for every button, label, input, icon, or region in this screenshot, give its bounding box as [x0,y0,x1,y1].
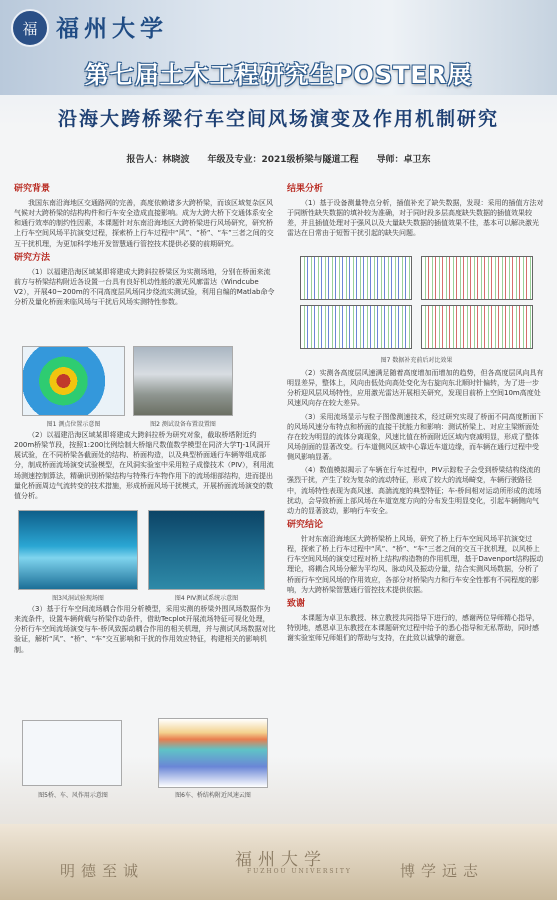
right-column-bottom [287,368,545,646]
figure-7-plot-left-bottom [300,305,412,349]
footer-university-name: 福州大学 [235,850,327,870]
footer-motto-right: 博学远志 [400,862,485,880]
figure-5-diagram [22,720,122,786]
background-text: 我国东南沿海地区交通路网的完善，高度依赖诸多大跨桥梁，而该区域复杂区风气候对大跨桥梁的结构构件和行车安全造成直接影响。成为大跨大桥下交通体系安全和通行效率的制约性因素，本课题针对东南沿海地区大跨桥梁进行风场研究，研究桥上行车空间风场平抗演变过程，探索桥上行车过程中“风”、“桥”、“车”三者之间的交互干扰机理，为更加科学地开发智慧通行管控技术提供必要的前期研究。 [14,199,274,248]
figure-7-caption: 图7 数据补充前后对比效果 [380,357,453,364]
poster-title: 沿海大跨桥梁行车空间风场演变及作用机制研究 [57,108,499,130]
left-column-mid [14,430,276,504]
right-column-top [287,180,545,242]
section-heading-method: 研究方法 [14,252,51,263]
left-column-bottom [14,604,276,658]
figure-7-plot-right-bottom [421,305,533,349]
ack-text: 本课题为卓卫东教授、林立教授共同指导下进行的，感谢两位导师精心指导，特别地，感恩卓卫东教授在本课题研究过程中给予的悉心指导和无私帮助，同时感谢实验室师兄师姐们的帮助与支持，在此致以诚挚的谢意。 [287,613,539,643]
figure-7-plot-right-top [421,256,533,300]
figure-3-caption: 图3风洞试验现场图 [52,595,104,602]
results-p1: （1）基于设备测量特点分析，插值补充了缺失数据，发现：采用的插值方法对于同断性缺失数据的填补较为准确，对于同时段多层高度缺失数据的插值效果较差，并且插值处理对于强风以及大量缺失数据的插值效果不佳，基本可以解决激光雷达在日常由于短暂干扰引起的缺失问题。 [287,199,544,238]
figure-7-plot-left-top [300,256,412,300]
section-heading-results: 结果分析 [287,184,324,194]
figure-2-caption: 图2 测试设备布置设置图 [150,421,216,428]
figure-2-photo [133,346,233,416]
method-p3: （3）基于行车空间流场耦合作用分析模型，采用实测的桥梁外围风场数据作为来流条件，设置车辆荷载与桥梁作动条件，借助Tecplot开展流场特征可视化处理，分析行车空间流场演变与车-桥风致振动耦合作用的相关机理，并与测试风场数据对比验证，解析“风”、“桥”、“车”交互影响和干扰的作用效应特征，构建相关的影响机制。 [14,605,276,654]
university-logo-icon: 福 [11,9,49,47]
conclusion-text: 针对东南沿海地区大跨桥梁桥上风场，研究了桥上行车空间风场平抗演变过程，探索了桥上行车过程中“风”、“桥”、“车”三者之间的交互干扰机理，以风桥上行车空间风场的演变过程对桥上结构/构造物的作用机理，基于Davenport结构振动理论，将耦合风场分解为平均风、脉动风及振动分量，结合实测风场数据，分析了桥面行车空间风场的作用效应，各部分对桥梁内力和行车安全性都有不同程度的影响，为大跨桥梁智慧通行管控技术提供依据。 [287,535,544,594]
left-column [14,180,276,310]
header [0,0,557,95]
footer-university-en: FUZHOU UNIVERSITY [247,868,352,875]
figure-5-caption: 图5桥、车、风作用示意图 [38,792,108,799]
figure-6-caption: 图6车、桥结构附近风速云图 [175,792,251,799]
figure-6-velocity-contour [158,718,268,788]
authors-line: 报告人：林晓波 年级及专业：2021级桥梁与隧道工程 导师：卓卫东 [126,155,431,165]
figure-3-wind-tunnel [18,510,138,590]
section-heading-background: 研究背景 [14,184,51,194]
banner-title: 第七届土木工程研究生POSTER展 [84,61,473,89]
university-name: 福州大学 [56,15,168,42]
footer-motto-left: 明德至诚 [60,862,145,880]
results-p4: （4）数值模拟揭示了车辆在行车过程中，PIV示踪粒子会受到桥梁结构绕流的强烈干扰，产生了较为复杂的流动特征，形成了较大的流场畸变，车辆行驶路径中，流场特性表现为高风速、高湍流度的典型特征；车-桥间相对运动所形成的流场扰动，会导致桥面上部风场在车道宽度方向的分布发生明显变化，引起车辆侧向气动力的显著波动，影响行车安全。 [287,466,542,515]
method-p2: （2）以福建沿海区域某即将建成大跨斜拉桥为研究对象，截取桥塔附近约200m桥梁节段，按照1:200比例绘制大桥缩尺数值数学模型在同济大学TJ-1风洞开展试验，在不同桥梁各截面处的结构、桥面构造，以及典型桥面通行车辆等组成部分，制成桥面流场演变试验模型，在风洞实验室中采用粒子成像技术（PIV），利用流场测速控制算法，精确识别桥梁结构与特殊行车物作用下的流场细部结构，进而提出量化桥面周边气流转变的技术措施，形成桥面风场干扰模式，开展桥面流场演变的数值分析。 [14,431,274,500]
figure-1-map [22,346,125,416]
section-heading-ack: 致谢 [287,598,306,609]
results-p3: （3）采用流场显示与粒子图像测速技术，经过研究实现了桥面不同高度断面下的风场风速分布特点和桥面的直接干扰能力和影响：测试桥梁上、对应主梁断面处存在较为明显的流体分离现象，风速比值在桥面附近区域内衰减明显，形成了整体风场剖面的显著改变。行车道侧风区域中心靠近车道边缘，而车辆在通行过程中受侧风影响显著。 [287,412,544,462]
figure-4-piv-system [148,510,265,590]
results-p2: （2）实测各高度层风速满足随着高度增加而增加的趋势，但各高度层风向具有明显差异，整体上，风向由低处向高处变化为右旋向东北顺时针偏转，为了进一步分析迎风层风场特性，应用激光雷达开展相关研究，发现目前桥上空间10m高度处风速风向存在较大差异。 [287,369,544,408]
figure-4-caption: 图4 PIV测试系统示意图 [174,595,239,602]
section-heading-conclusion: 研究结论 [287,519,324,530]
figure-1-caption: 图1 测点位置示意图 [46,421,101,428]
method-p1: （1）以福建沿海区域某即将建成大跨斜拉桥梁区为实测场地，分别在桥面来流前方与桥梁结构附近各设置一台具有良好机动性能的激光风廓雷达（Windcube V2），开展40~200m的不同高度层风场同步绕流实测试验，利用自编的Matlab命令分析及量化桥面来临风场与干扰后风场实测特性参数。 [14,267,275,307]
